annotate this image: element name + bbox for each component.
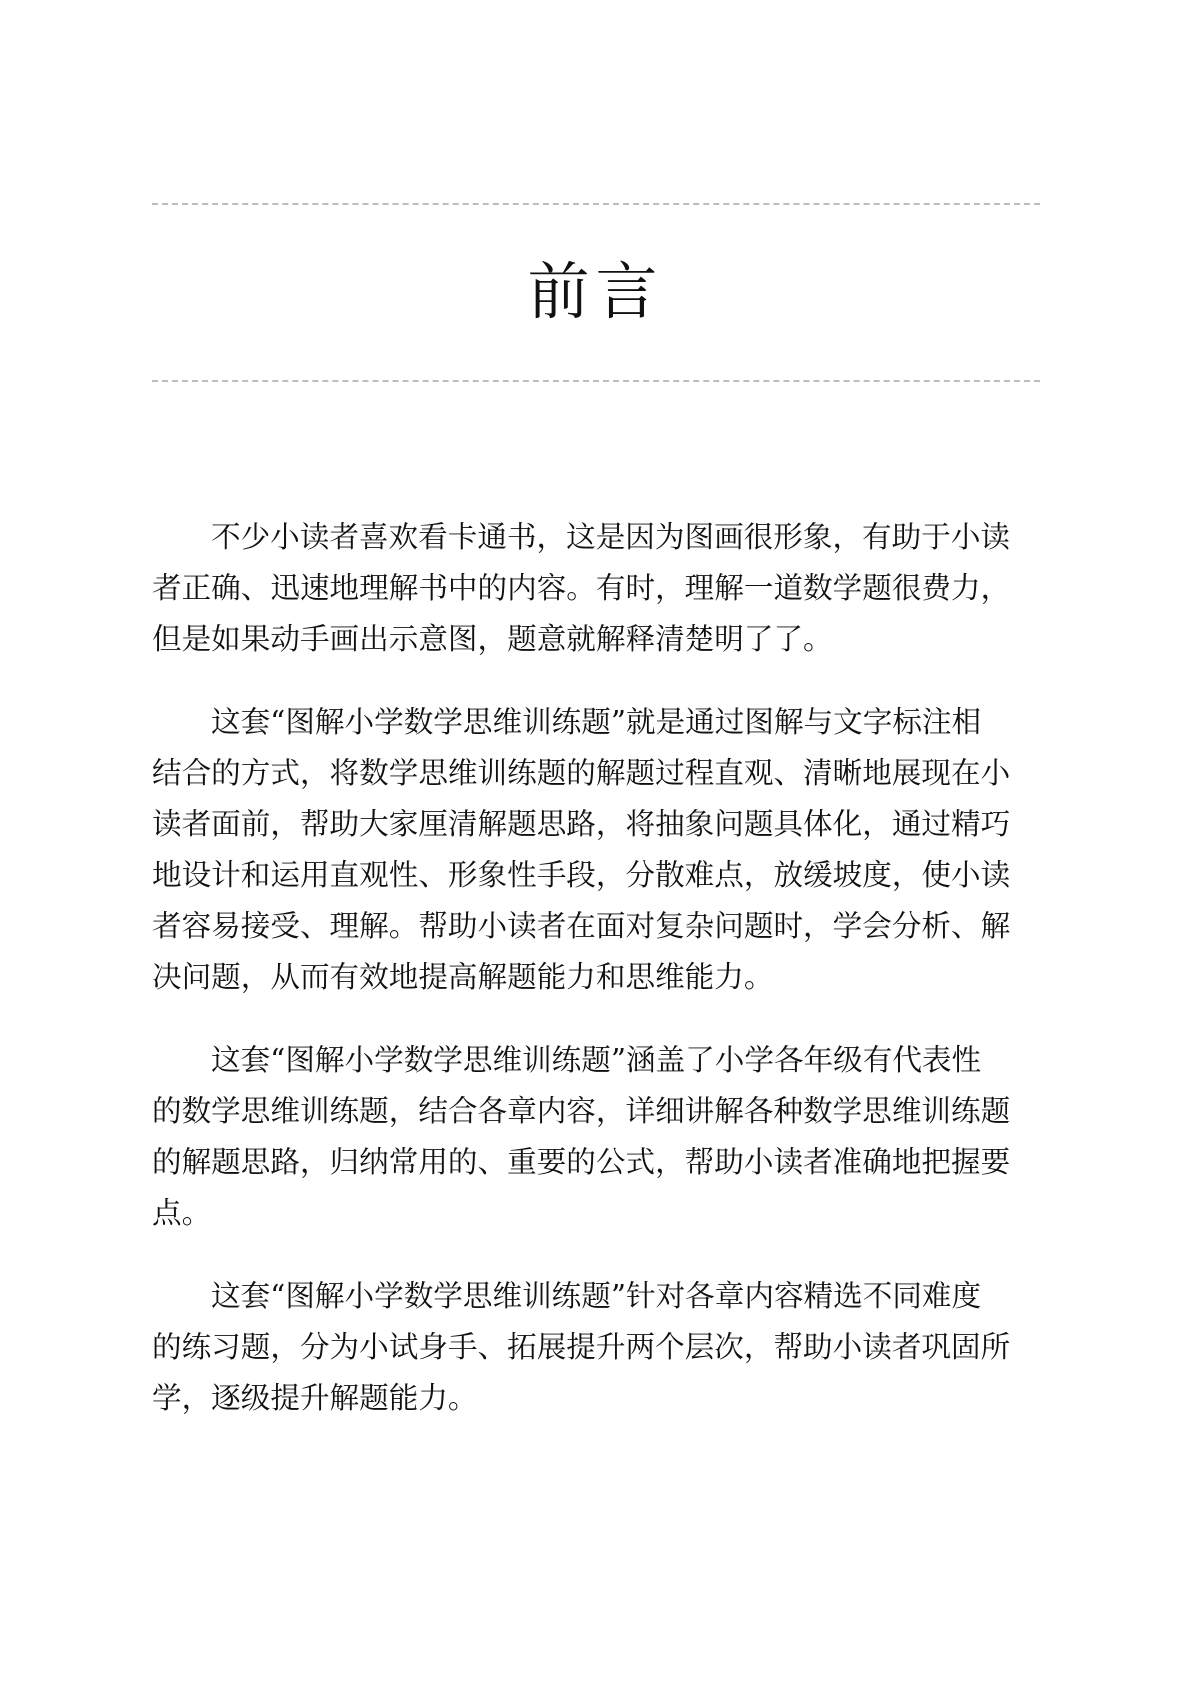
text-line: 这套“图解小学数学思维训练题”涵盖了小学各年级有代表性 [211,1043,982,1077]
text-line: 结合的方式，将数学思维训练题的解题过程直观、清晰地展现在小 [152,756,1011,790]
text-line: 者正确、迅速地理解书中的内容。有时，理解一道数学题很费力， [152,571,1011,605]
paragraph [152,1271,1040,1424]
text-line: 决问题，从而有效地提高解题能力和思维能力。 [152,960,774,994]
bottom-dashed-divider [152,380,1040,382]
text-line: 学，逐级提升解题能力。 [152,1381,478,1415]
text-line: 地设计和运用直观性、形象性手段，分散难点，放缓坡度，使小读 [152,858,1011,892]
text-line: 点。 [152,1196,212,1230]
text-line: 不少小读者喜欢看卡通书，这是因为图画很形象，有助于小读 [211,520,1011,554]
page-title: 前言 [527,255,664,328]
text-line: 这套“图解小学数学思维训练题”针对各章内容精选不同难度 [211,1279,982,1313]
paragraph [152,1035,1040,1239]
paragraph [152,512,1040,665]
text-line: 但是如果动手画出示意图，题意就解释清楚明了了。 [152,622,833,656]
paragraph [152,697,1040,1003]
text-line: 这套“图解小学数学思维训练题”就是通过图解与文字标注相 [211,705,982,739]
preface-body [152,512,1040,1456]
text-line: 者容易接受、理解。帮助小读者在面对复杂问题时，学会分析、解 [152,909,1011,943]
top-dashed-divider [152,203,1040,205]
text-line: 的数学思维训练题，结合各章内容，详细讲解各种数学思维训练题 [152,1094,1011,1128]
text-line: 读者面前，帮助大家厘清解题思路，将抽象问题具体化，通过精巧 [152,807,1011,841]
text-line: 的解题思路，归纳常用的、重要的公式，帮助小读者准确地把握要 [152,1145,1011,1179]
text-line: 的练习题，分为小试身手、拓展提升两个层次，帮助小读者巩固所 [152,1330,1011,1364]
